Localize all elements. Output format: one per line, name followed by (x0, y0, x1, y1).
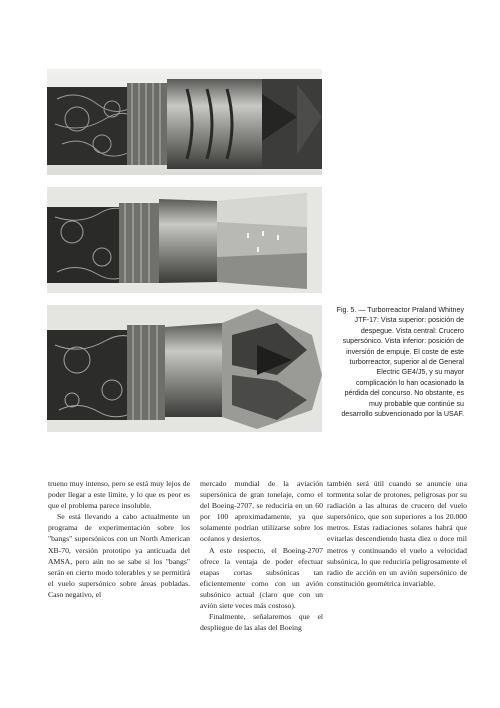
body-column-1 (48, 478, 190, 600)
body-column-2 (200, 478, 323, 633)
body-column-3 (327, 478, 467, 589)
engine-takeoff-photo (47, 69, 322, 175)
paragraph: Se está llevando a cabo actualmente un programa de experimentación sobre los "bangs" supersónicos con un North American XB-70, versión prototipo ya anticuada del AMSA, pero aún no se sabe si los "bangs" serán en cierto modo tolerables y se permitirá el vuelo supersónico sobre áreas pobladas. Caso negativo, el (48, 512, 190, 599)
paragraph: Finalmente, señalaremos que el despliegue de las alas del Boeing (200, 612, 323, 633)
paragraph: también será útil cuando se anuncie una tormenta solar de protones, peligrosas por su radiación a las alturas de crucero del vuelo supersónico, que son superiores a los 20.000 metros. Estas radiaciones solares habrá que evitarlas descendiendo hasta diez o doce mil metros y continuando el vuelo a velocidad subsónica, lo que reduciría peligrosamente el radio de acción en un avión supersónico de constitución geométrica invariable. (327, 479, 467, 588)
engine-cruise-photo (47, 187, 322, 293)
paragraph: trueno muy intenso, pero se está muy lejos de poder llegar a este límite, y lo que es peor es que el problema parece insoluble. (48, 479, 190, 511)
paragraph: A este respecto, el Boeing-2707 ofrece la ventaja de poder efectuar etapas cortas subsónicas tan eficientemente como con un avión subsónico actual (claro que con un avión siete veces más costoso). (200, 545, 323, 611)
paragraph: mercado mundial de la aviación supersónica de gran tonelaje, como el del Boeing-2707, se reduciría en un 60 por 100 aproximadamente, ya que solamente podrían utilizarse sobre los océanos y desiertos. (200, 479, 323, 544)
figure-caption: Fig. 5. — Turborreactor Praland Whitney JTF-17: Vista superior: posición de despegue. Vista central: Crucero supersónico. Vista inferior: posición de inversión de empuje. El coste de este turborreactor, superior al de General Electric GE4/J5, y su mayor complicación lo han ocasionado la pérdida del concurso. No obstante, es muy probable que continúe su desarrollo subvencionado por la USAF. (336, 306, 464, 419)
engine-reverse-thrust-photo (47, 305, 322, 432)
